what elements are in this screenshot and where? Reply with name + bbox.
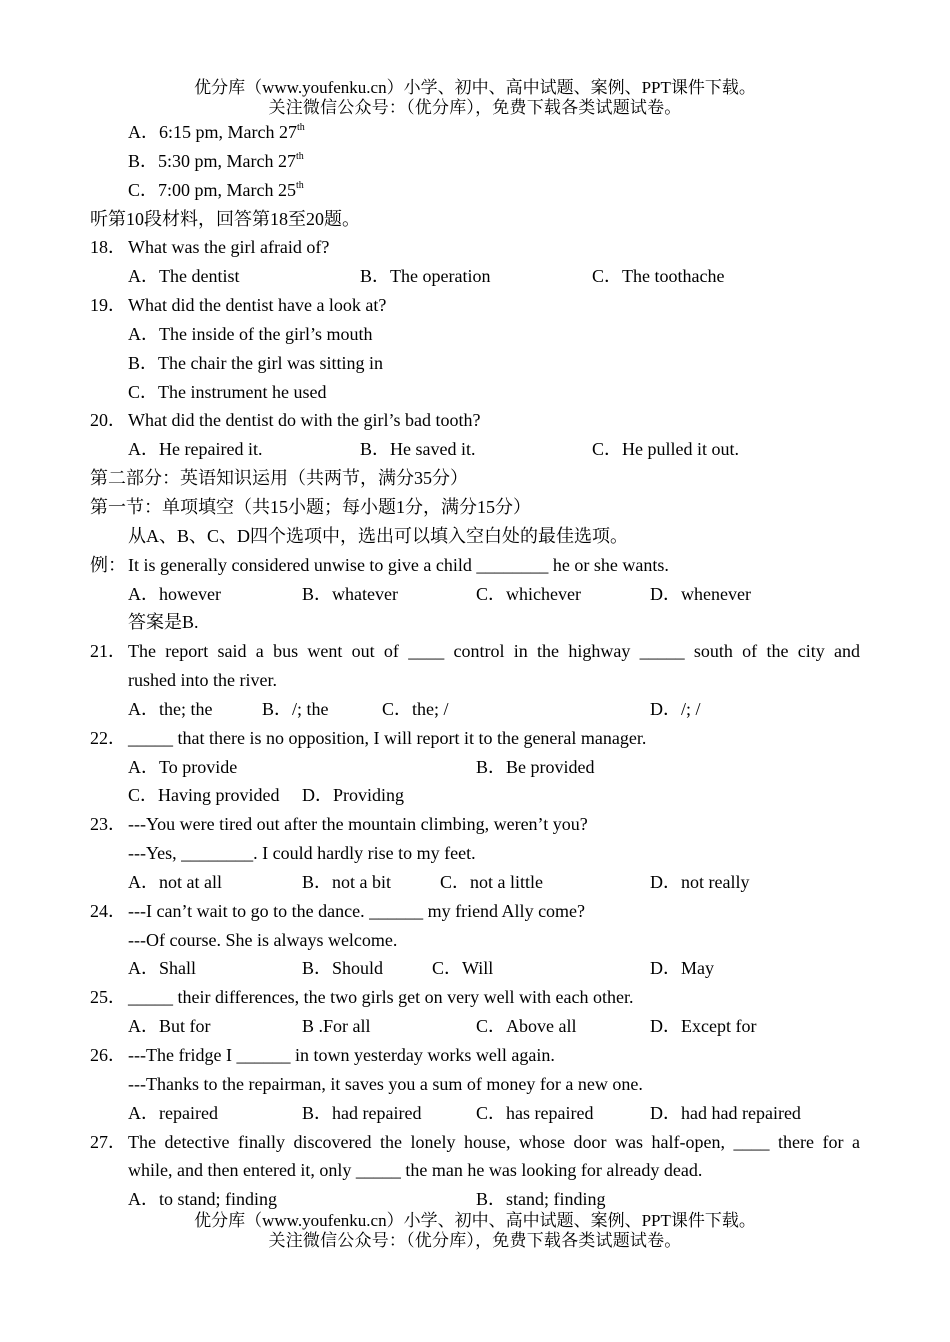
question-23: 23． ---You were tired out after the mountain climbing, weren’t you? <box>90 814 588 835</box>
option-b: B．Should <box>302 958 384 979</box>
option-a: A．however <box>128 583 221 604</box>
q17-option-b: B．5:30 pm, March 27th <box>128 150 304 171</box>
q24-options <box>90 954 860 983</box>
footer-banner <box>0 1211 950 1251</box>
option-c: C．He pulled it out. <box>592 439 739 460</box>
q19-option-b: B．The chair the girl was sitting in <box>128 352 383 373</box>
q21-options <box>90 695 860 724</box>
option-a: A．repaired <box>128 1102 218 1123</box>
option-a: A．to stand; finding <box>128 1189 277 1210</box>
section10-intro: 听第10段材料，回答第18至20题。 <box>90 208 360 229</box>
q19-option-a: A．The inside of the girl’s mouth <box>128 323 373 344</box>
example-question: 例： It is generally considered unwise to give a child ________ he or she wants. <box>90 554 669 575</box>
exam-content <box>90 118 860 1214</box>
part2-title: 第二部分：英语知识运用（共两节，满分35分） <box>90 468 468 489</box>
option-d: D．not really <box>650 871 750 892</box>
option-c: C．whichever <box>476 583 581 604</box>
question-21: 21． The report said a bus went out of ____ control in the highway _____ south of the city and <box>90 641 860 662</box>
question-18: 18． What was the girl afraid of? <box>90 237 330 258</box>
header-line-1: 优分库（www.youfenku.cn）小学、初中、高中试题、案例、PPT课件下载。 <box>194 78 756 97</box>
option-c: C．Above all <box>476 1016 577 1037</box>
q18-options <box>90 262 860 291</box>
question-24-reply: ---Of course. She is always welcome. <box>128 929 398 950</box>
q26-options <box>90 1099 860 1128</box>
question-22: 22． _____ that there is no opposition, I will report it to the general manager. <box>90 727 647 748</box>
footer-line-2: 关注微信公众号：（优分库），免费下载各类试题试卷。 <box>268 1231 682 1250</box>
option-c: C．has repaired <box>476 1102 594 1123</box>
option-b: B．He saved it. <box>360 439 476 460</box>
question-26-reply: ---Thanks to the repairman, it saves you a sum of money for a new one. <box>128 1073 643 1094</box>
q17-option-c: C．7:00 pm, March 25th <box>128 179 304 200</box>
option-b: B．whatever <box>302 583 398 604</box>
section1-title: 第一节：单项填空（共15小题；每小题1分，满分15分） <box>90 496 531 517</box>
option-a: A．not at all <box>128 871 222 892</box>
option-b: B .For all <box>302 1016 371 1037</box>
question-26: 26． ---The fridge I ______ in town yesterday works well again. <box>90 1045 555 1065</box>
option-b: B．Be provided <box>476 756 595 777</box>
question-25: 25． _____ their differences, the two girls get on very well with each other. <box>90 987 634 1008</box>
option-c: C．not a little <box>440 871 543 892</box>
q25-options <box>90 1012 860 1041</box>
option-a: A．He repaired it. <box>128 439 263 460</box>
option-b: B．had repaired <box>302 1102 422 1123</box>
example-answer: 答案是B. <box>128 612 199 633</box>
q22-options-row2 <box>90 781 860 810</box>
question-27: 27． The detective finally discovered the lonely house, whose door was half-open, ____ there for a <box>90 1131 860 1152</box>
section1-instruction: 从A、B、C、D四个选项中，选出可以填入空白处的最佳选项。 <box>128 525 629 546</box>
option-b: B．The operation <box>360 266 491 287</box>
option-d: D．had had repaired <box>650 1102 801 1123</box>
option-b: B．stand; finding <box>476 1189 606 1210</box>
question-20: 20． What did the dentist do with the girl’s bad tooth? <box>90 410 481 431</box>
option-d: D．/; / <box>650 698 701 719</box>
q20-options <box>90 435 860 464</box>
option-b: B．/; the <box>262 698 329 719</box>
question-27-cont: while, and then entered it, only _____ the man he was looking for already dead. <box>128 1160 703 1181</box>
header-banner <box>0 78 950 118</box>
question-24: 24． ---I can’t wait to go to the dance. ______ my friend Ally come? <box>90 900 586 921</box>
option-a: A．Shall <box>128 958 197 979</box>
question-21-cont: rushed into the river. <box>128 670 277 691</box>
option-c: C．the; / <box>382 698 449 719</box>
q27-options <box>90 1185 860 1214</box>
option-c: C．The toothache <box>592 266 725 287</box>
q19-option-c: C．The instrument he used <box>128 381 327 402</box>
option-d: D．Providing <box>302 785 405 806</box>
header-line-2: 关注微信公众号：（优分库），免费下载各类试题试卷。 <box>268 98 682 117</box>
option-a: A．The dentist <box>128 266 240 287</box>
footer-line-1: 优分库（www.youfenku.cn）小学、初中、高中试题、案例、PPT课件下载。 <box>194 1211 756 1230</box>
option-a: A．To provide <box>128 756 238 777</box>
option-d: D．May <box>650 958 714 979</box>
option-a: A．the; the <box>128 698 213 719</box>
option-b: B．not a bit <box>302 871 391 892</box>
option-d: D．Except for <box>650 1016 757 1037</box>
option-c: C．Having provided <box>128 785 280 806</box>
option-a: A．But for <box>128 1016 211 1037</box>
option-c: C．Will <box>432 958 494 979</box>
example-options <box>90 580 860 609</box>
q23-options <box>90 868 860 897</box>
question-19: 19． What did the dentist have a look at? <box>90 295 387 316</box>
option-d: D．whenever <box>650 583 751 604</box>
q22-options-row1 <box>90 753 860 782</box>
question-23-reply: ---Yes, ________. I could hardly rise to my feet. <box>128 843 476 864</box>
q17-option-a: A．6:15 pm, March 27th <box>128 122 305 142</box>
